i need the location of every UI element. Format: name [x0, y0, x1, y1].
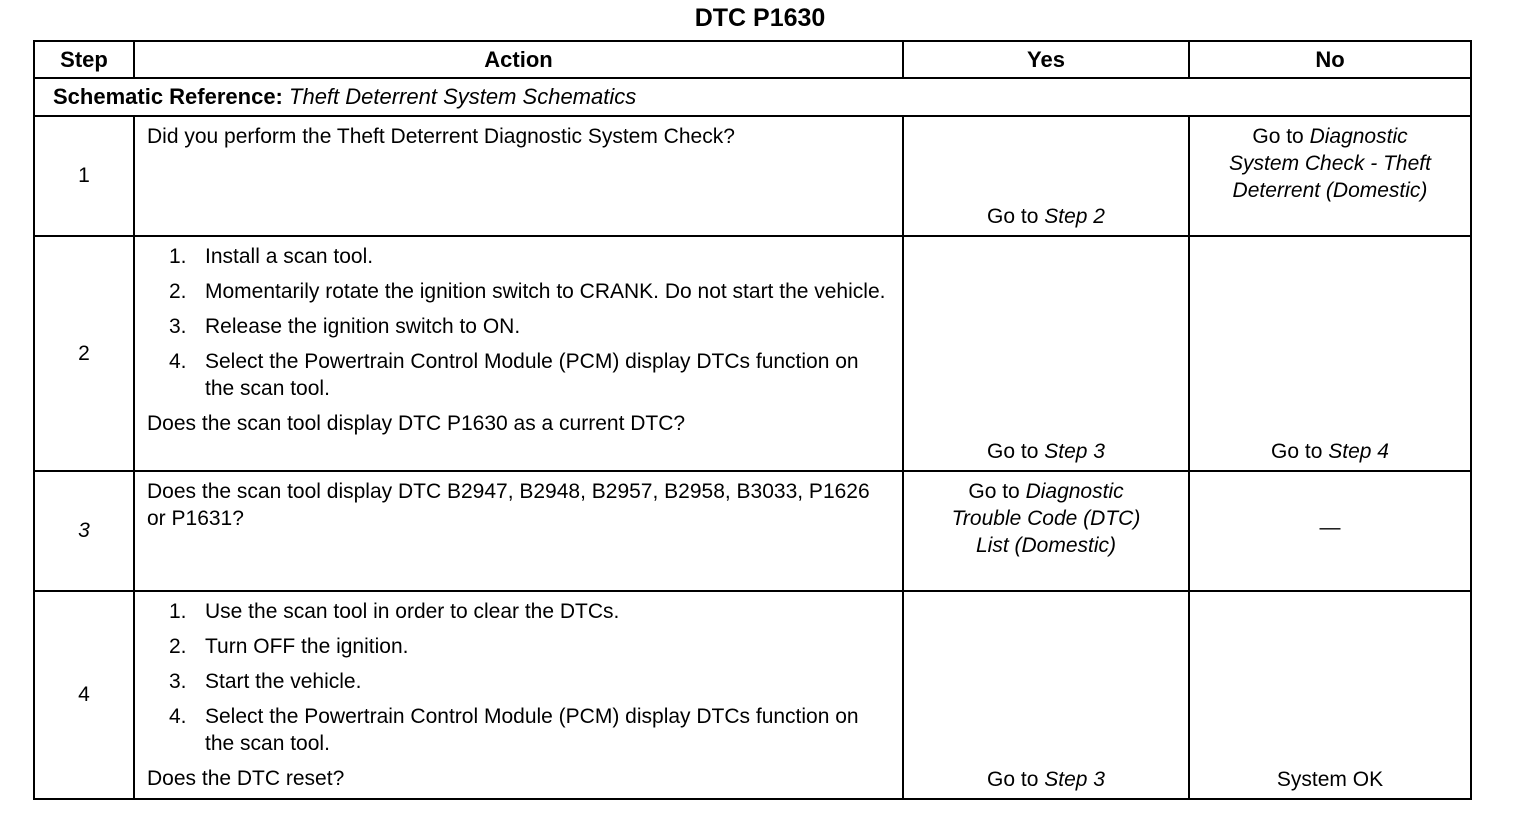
item-number: 4.: [169, 350, 187, 373]
no-cell: [1189, 591, 1471, 799]
yes-result: [904, 205, 1188, 229]
item-number: 3.: [169, 315, 187, 338]
yes-step-link[interactable]: Step 3: [1044, 768, 1105, 791]
item-number: 1.: [169, 600, 187, 623]
no-result: [1190, 440, 1470, 464]
no-result: —: [1319, 516, 1341, 539]
step-number: 4: [34, 591, 134, 799]
list-item: [147, 313, 890, 340]
step-row-3: [34, 471, 1471, 591]
item-number: 1.: [169, 245, 187, 268]
header-no: No: [1189, 41, 1471, 78]
step-question: Did you perform the Theft Deterrent Diagnostic System Check?: [147, 125, 735, 148]
yes-cell: [903, 236, 1189, 471]
step-number: 3: [34, 471, 134, 591]
yes-step-link[interactable]: Step 3: [1044, 440, 1105, 463]
item-text: Use the scan tool in order to clear the DTCs.: [205, 600, 620, 623]
yes-link[interactable]: Diagnostic: [1025, 480, 1124, 503]
list-item: [147, 633, 890, 660]
step-question: Does the scan tool display DTC P1630 as a current DTC?: [147, 412, 686, 435]
yes-result: [904, 440, 1188, 464]
page-title: DTC P1630: [694, 4, 826, 32]
list-item: [147, 243, 890, 270]
no-link[interactable]: System Check - Theft: [1229, 152, 1431, 175]
instruction-list: [147, 598, 890, 757]
item-text: Release the ignition switch to ON.: [205, 315, 521, 338]
list-item: [147, 348, 890, 402]
header-yes: Yes: [903, 41, 1189, 78]
action-cell: [134, 236, 903, 471]
item-text: Select the Powertrain Control Module (PCM) display DTCs function on the scan tool.: [205, 705, 859, 755]
item-text: Select the Powertrain Control Module (PCM) display DTCs function on the scan tool.: [205, 350, 859, 400]
list-item: [147, 278, 890, 305]
no-prefix: Go to: [1252, 125, 1310, 148]
list-item: [147, 703, 890, 757]
item-number: 2.: [169, 635, 187, 658]
yes-link[interactable]: List (Domestic): [975, 534, 1117, 557]
no-cell: [1189, 471, 1471, 591]
header-row: [34, 41, 1471, 78]
list-item: [147, 598, 890, 625]
yes-link[interactable]: Trouble Code (DTC): [951, 507, 1141, 530]
no-result: [1190, 117, 1470, 204]
action-cell: [134, 471, 903, 591]
yes-prefix: Go to: [987, 440, 1045, 463]
item-text: Momentarily rotate the ignition switch to CRANK. Do not start the vehicle.: [205, 280, 886, 303]
item-text: Start the vehicle.: [205, 670, 362, 693]
yes-result: [904, 768, 1188, 792]
instruction-list: [147, 243, 890, 402]
step-row-1: [34, 116, 1471, 236]
step-row-2: [34, 236, 1471, 471]
item-text: Turn OFF the ignition.: [205, 635, 409, 658]
action-cell: [134, 116, 903, 236]
no-result: System OK: [1276, 768, 1384, 791]
item-number: 4.: [169, 705, 187, 728]
step-row-4: [34, 591, 1471, 799]
yes-cell: [903, 116, 1189, 236]
diagnostic-table: [33, 40, 1472, 800]
item-text: Install a scan tool.: [205, 245, 374, 268]
yes-prefix: Go to: [987, 768, 1045, 791]
schematic-reference-value: Theft Deterrent System Schematics: [289, 84, 637, 109]
list-item: [147, 668, 890, 695]
schematic-reference-label: Schematic Reference:: [53, 84, 283, 109]
no-link[interactable]: Diagnostic: [1309, 125, 1408, 148]
step-number: 2: [34, 236, 134, 471]
no-cell: [1189, 116, 1471, 236]
no-step-link[interactable]: Step 4: [1328, 440, 1389, 463]
yes-prefix: Go to: [987, 205, 1045, 228]
step-number: 1: [34, 116, 134, 236]
yes-prefix: Go to: [968, 480, 1026, 503]
step-question: Does the scan tool display DTC B2947, B2948, B2957, B2958, B3033, P1626 or P1631?: [147, 480, 870, 530]
action-cell: [134, 591, 903, 799]
yes-cell: [903, 591, 1189, 799]
no-prefix: Go to: [1271, 440, 1329, 463]
header-step: Step: [34, 41, 134, 78]
schematic-reference-row: [34, 78, 1471, 116]
item-number: 3.: [169, 670, 187, 693]
yes-cell: [903, 471, 1189, 591]
diagnostic-table-container: [33, 40, 1472, 800]
no-link[interactable]: Deterrent (Domestic): [1232, 179, 1428, 202]
yes-result: [904, 472, 1188, 559]
step-question: Does the DTC reset?: [147, 767, 345, 790]
schematic-reference: [34, 78, 1471, 116]
yes-step-link[interactable]: Step 2: [1044, 205, 1105, 228]
header-action: Action: [134, 41, 903, 78]
no-cell: [1189, 236, 1471, 471]
item-number: 2.: [169, 280, 187, 303]
